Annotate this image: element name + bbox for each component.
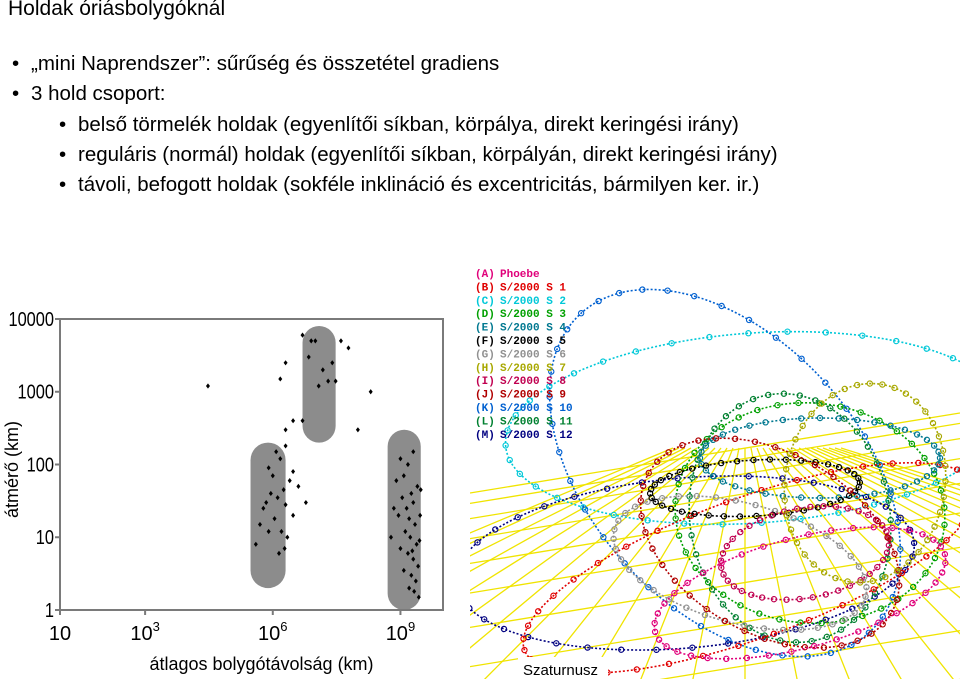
- legend-entry: (J) S/2000 S 9: [475, 389, 567, 402]
- legend-entry: (I) S/2000 S 8: [475, 376, 567, 389]
- moon-point: [291, 469, 295, 474]
- y-tick-label: 1000: [17, 380, 55, 404]
- moon-point: [278, 376, 282, 381]
- legend-entry: (L) S/2000 S 11: [475, 416, 573, 429]
- moon-point: [288, 478, 292, 483]
- x-tick-label: $10^9$: [385, 619, 416, 645]
- legend-entry: (D) S/2000 S 3: [475, 309, 567, 322]
- slide-title: Holdak óriásbolygóknál: [8, 0, 226, 20]
- legend-entry: (K) S/2000 S 10: [475, 403, 573, 415]
- legend-entry: (B) S/2000 S 1: [475, 282, 567, 295]
- bullet-text: 3 hold csoport:: [31, 82, 166, 105]
- moon-point: [291, 418, 295, 423]
- legend-entry: (G) S/2000 S 6: [475, 349, 567, 362]
- y-axis-label: átmérő (km): [2, 420, 22, 519]
- moon-point: [356, 427, 360, 432]
- x-tick-label: 10: [48, 623, 72, 645]
- moon-point: [369, 389, 373, 394]
- bullet-item: [12, 80, 166, 108]
- legend-entry: (F) S/2000 S 5: [475, 336, 567, 348]
- moon-point: [206, 383, 210, 388]
- y-tick-label: 10: [35, 525, 55, 549]
- bullet-dot-icon: •: [12, 52, 20, 75]
- x-tick-label: $10^3$: [130, 619, 160, 645]
- sub-bullet-item: [59, 141, 778, 169]
- bullet-text: belső törmelék holdak (egyenlítői síkban, körpálya, direkt keringési irány): [78, 113, 739, 136]
- moon-point: [346, 345, 350, 350]
- bullet-item: [12, 50, 500, 78]
- orbit-figure-caption: Szaturnusz: [523, 662, 599, 679]
- moon-point: [285, 535, 289, 540]
- moon-size-distance-chart: [0, 300, 470, 679]
- orbit-legend: [475, 269, 573, 442]
- bullet-dot-icon: •: [12, 82, 20, 105]
- legend-entry: (H) S/2000 S 7: [475, 362, 567, 375]
- moon-point: [291, 513, 295, 518]
- moon-point: [284, 427, 288, 432]
- saturn-irregular-moons-orbit-figure: [470, 263, 960, 679]
- sub-bullet-item: [59, 111, 739, 139]
- y-tick-label: 1: [44, 598, 55, 622]
- moon-point: [296, 484, 300, 489]
- moon-point: [339, 338, 343, 343]
- bullet-dot-icon: •: [59, 143, 67, 166]
- y-tick-label: 10000: [8, 307, 55, 331]
- moon-group-region: [251, 443, 286, 589]
- bullet-text: távoli, befogott holdak (sokféle inklináció és excentricitás, bármilyen ker. ir.): [78, 173, 760, 196]
- sub-bullet-item: [59, 171, 760, 199]
- moon-point: [304, 500, 308, 505]
- legend-entry: (M) S/2000 S 12: [475, 429, 573, 442]
- legend-entry: (E) S/2000 S 4: [475, 322, 567, 335]
- legend-entry: (C) S/2000 S 2: [475, 295, 567, 308]
- legend-entry: (A) Phoebe: [475, 269, 540, 281]
- bullet-text: „mini Naprendszer”: sűrűség és összetétel gradiens: [31, 52, 500, 75]
- bullet-dot-icon: •: [59, 113, 67, 136]
- moon-point: [284, 360, 288, 365]
- moon-point: [284, 443, 288, 448]
- x-axis-label: átlagos bolygótávolság (km): [149, 654, 374, 674]
- bullet-text: reguláris (normál) holdak (egyenlítői síkban, körpályán, direkt keringési irány): [78, 143, 778, 166]
- x-tick-label: $10^6$: [258, 619, 288, 645]
- y-tick-label: 100: [26, 452, 55, 476]
- bullet-dot-icon: •: [59, 173, 67, 196]
